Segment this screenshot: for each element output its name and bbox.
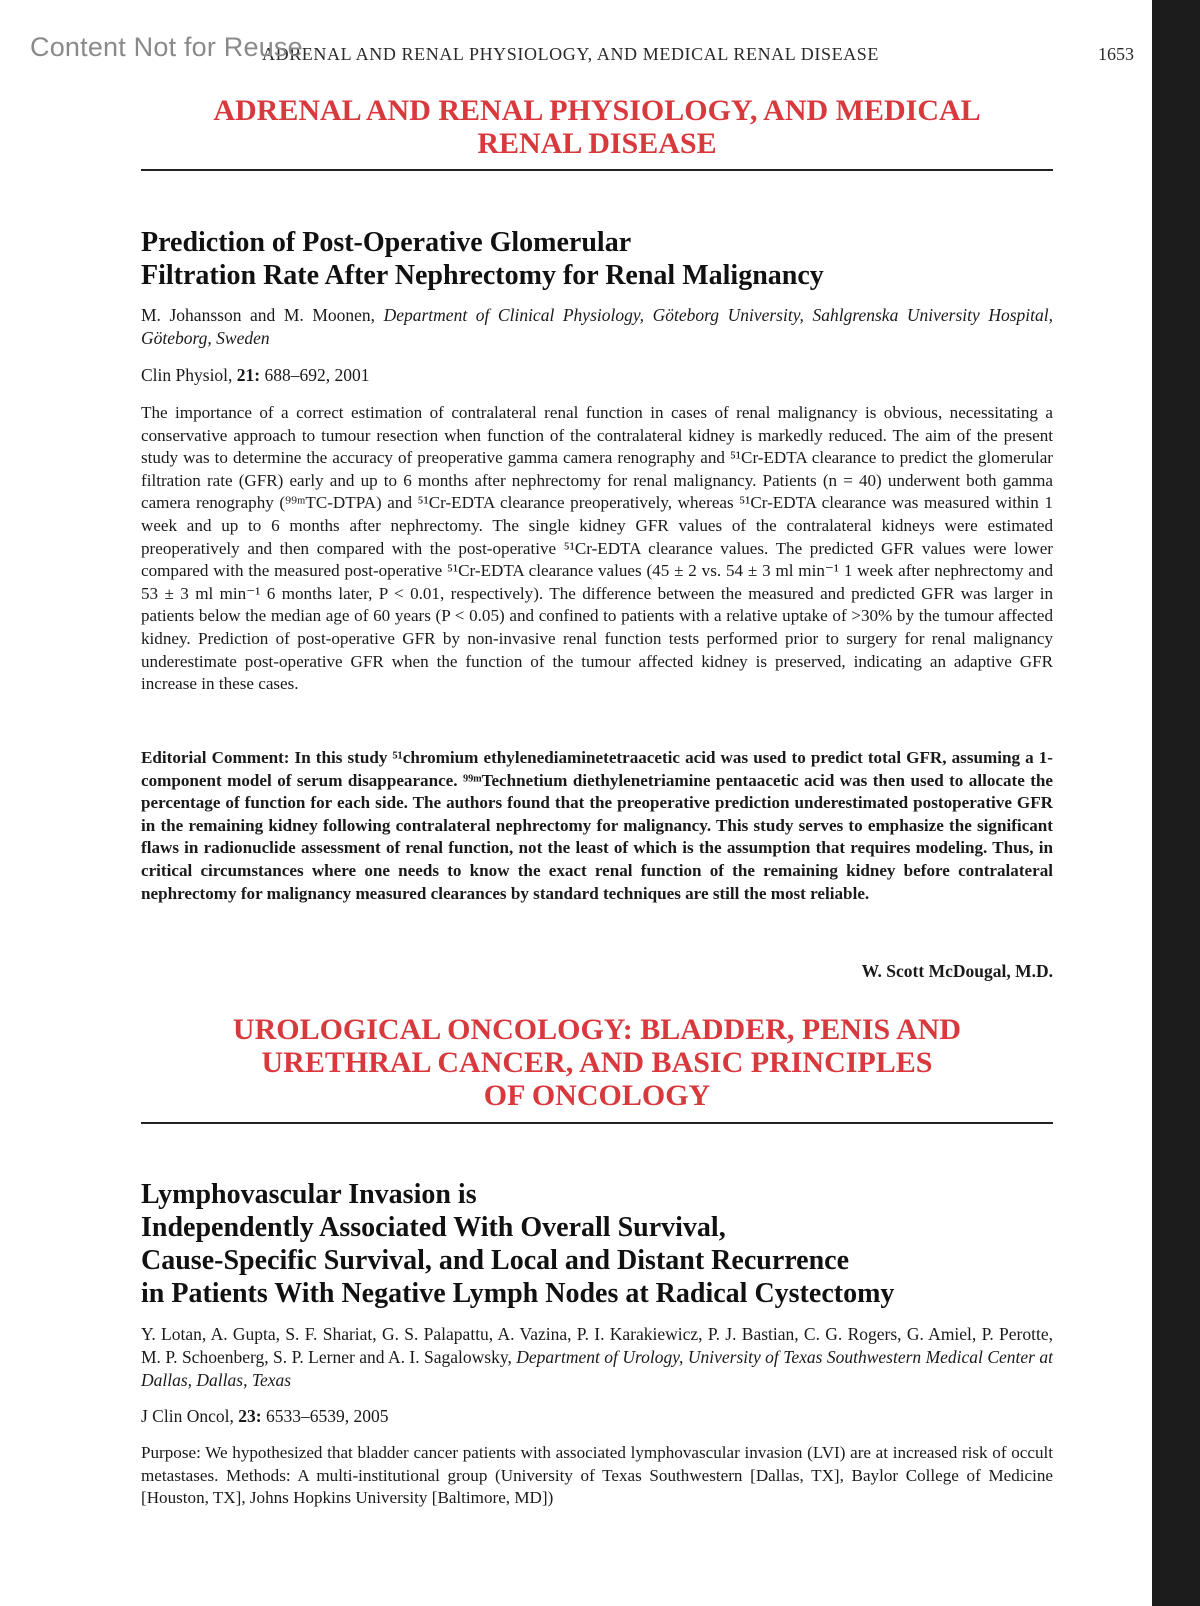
journal-volume: 23: (238, 1406, 262, 1426)
article-1-abstract (141, 402, 1053, 696)
section-rule-2 (141, 1122, 1053, 1124)
editorial-comment: Editorial Comment: In this study ⁵¹chromium ethylenediaminetetraacetic acid was used to predict total GFR, assuming a 1-component model of serum disappearance. ⁹⁹ᵐTechnetium diethylenetriamine pentaacetic acid was then used to allocate the percentage of function for each side. The authors found that the preoperative prediction underestimated postoperative GFR in the remaining kidney following contralateral nephrectomy for malignancy. This study serves to emphasize the significant flaws in radionuclide assessment of renal function, not the least of which is the assumption that requires modeling. Thus, in critical circumstances where one needs to know the exact renal function of the remaining kidney before contralateral nephrectomy for malignancy measured clearances by standard techniques are still the most reliable. (141, 748, 1053, 903)
article-1-editorial (141, 747, 1053, 905)
article-title-line: in Patients With Negative Lymph Nodes at Radical Cystectomy (141, 1278, 895, 1309)
section-rule-1 (141, 169, 1053, 171)
abstract-text: Purpose: We hypothesized that bladder cancer patients with associated lymphovascular invasion (LVI) are at increased risk of occult metastases. Methods: A multi-institutional group (University of Texas Southwestern [Dallas, TX], Baylor College of Medicine [Houston, TX], Johns Hopkins University [Baltimore, MD]) (141, 1443, 1053, 1508)
article-2-citation (141, 1406, 1053, 1427)
author-list: Y. Lotan, A. Gupta, S. F. Shariat, G. S. Palapattu, A. Vazina, P. I. Karakiewicz, P. J. Bastian, C. G. Rogers, G. Amiel, P. Perotte, M. P. Schoenberg, S. P. Lerner and A. I. Sagalowsky, (141, 1324, 1053, 1367)
author-list: M. Johansson and M. Moonen, (141, 305, 376, 325)
article-2-abstract (141, 1442, 1053, 1510)
article-title-line: Filtration Rate After Nephrectomy for Renal Malignancy (141, 260, 824, 291)
watermark: Content Not for Reuse (30, 32, 303, 62)
page-number: 1653 (1098, 44, 1134, 64)
article-1-title (141, 226, 1053, 292)
section-heading-line: ADRENAL AND RENAL PHYSIOLOGY, AND MEDICAL (213, 94, 981, 127)
article-2-authors (141, 1323, 1053, 1392)
journal-pages: 688–692, 2001 (264, 365, 370, 385)
article-1-signature (141, 961, 1053, 982)
section-heading-line: RENAL DISEASE (477, 127, 717, 160)
journal-name: Clin Physiol, (141, 365, 233, 385)
article-title-line: Lymphovascular Invasion is (141, 1179, 477, 1210)
section-heading-line: OF ONCOLOGY (483, 1079, 711, 1112)
journal-volume: 21: (236, 365, 261, 385)
editor-signature: W. Scott McDougal, M.D. (861, 961, 1053, 981)
article-title-line: Independently Associated With Overall Survival, (141, 1212, 726, 1243)
running-head: ADRENAL AND RENAL PHYSIOLOGY, AND MEDICAL RENAL DISEASE (262, 44, 879, 64)
abstract-text: The importance of a correct estimation of contralateral renal function in cases of renal malignancy is obvious, necessitating a conservative approach to tumour resection when function of the contralateral kidney is markedly reduced. The aim of the present study was to determine the accuracy of preoperative gamma camera renography and ⁵¹Cr-EDTA clearance to predict the glomerular filtration rate (GFR) early and up to 6 months after nephrectomy for renal malignancy. Patients (n = 40) underwent both gamma camera renography (⁹⁹ᵐTC-DTPA) and ⁵¹Cr-EDTA clearance preoperatively, whereas ⁵¹Cr-EDTA clearance was measured within 1 week and up to 6 months after nephrectomy. The single kidney GFR values of the contralateral kidneys were estimated preoperatively and then compared with the post-operative ⁵¹Cr-EDTA clearance values. The predicted GFR values were lower compared with the measured post-operative ⁵¹Cr-EDTA clearance values (45 ± 2 vs. 54 ± 3 ml min⁻¹ 1 week after nephrectomy and 53 ± 3 ml min⁻¹ 6 months later, P < 0.01, respectively). The difference between the measured and predicted GFR was larger in patients below the median age of 60 years (P < 0.05) and confined to patients with a relative uptake of >30% by the tumour affected kidney. Prediction of post-operative GFR by non-invasive renal function tests performed prior to surgery for renal malignancy underestimate post-operative GFR when the function of the tumour affected kidney is preserved, indicating an adaptive GFR increase in these cases. (141, 403, 1053, 694)
section-heading-line: URETHRAL CANCER, AND BASIC PRINCIPLES (261, 1046, 933, 1079)
article-1-citation (141, 365, 1053, 386)
section-heading-line: UROLOGICAL ONCOLOGY: BLADDER, PENIS AND (232, 1013, 962, 1046)
journal-pages: 6533–6539, 2005 (265, 1406, 389, 1426)
affiliation: Department of Clinical Physiology, Göteborg University, Sahlgrenska University Hospital, Göteborg, Sweden (141, 305, 1053, 348)
article-2-title (141, 1178, 1053, 1310)
section-heading-2 (141, 1013, 1053, 1112)
right-edge-bar (1152, 0, 1200, 1606)
affiliation: Department of Urology, University of Texas Southwestern Medical Center at Dallas, Dallas, Texas (141, 1347, 1054, 1390)
journal-name: J Clin Oncol, (141, 1406, 234, 1426)
article-title-line: Cause-Specific Survival, and Local and Distant Recurrence (141, 1245, 850, 1276)
article-title-line: Prediction of Post-Operative Glomerular (141, 227, 632, 258)
section-heading-1 (141, 94, 1053, 160)
article-1-authors (141, 304, 1053, 350)
